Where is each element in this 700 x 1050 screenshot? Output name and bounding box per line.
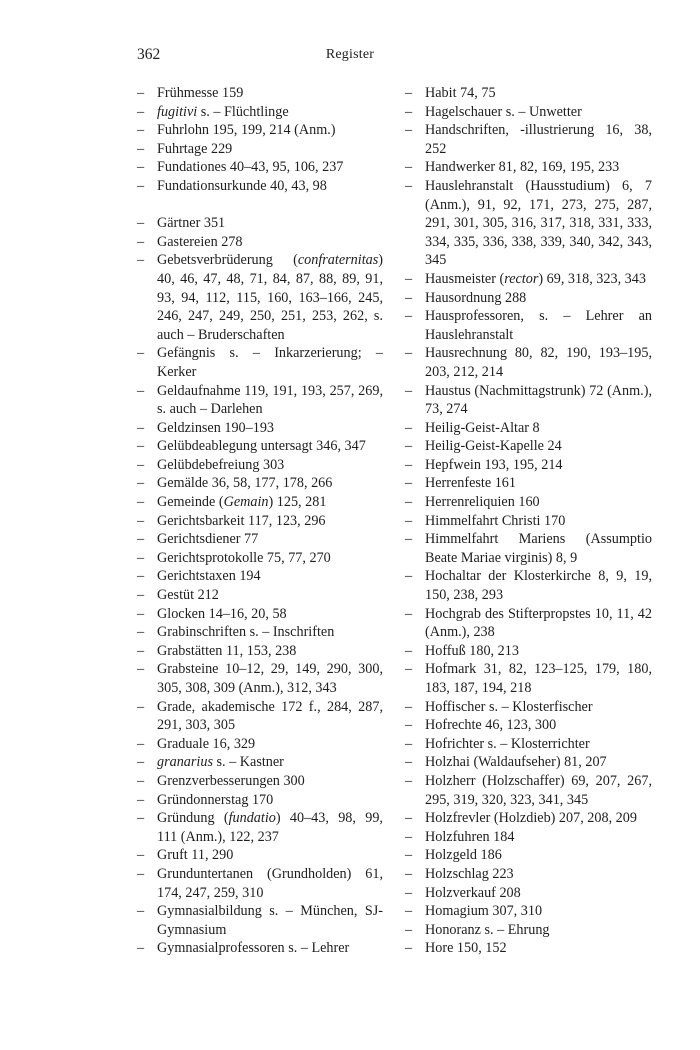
index-entry: – Frühmesse 159: [137, 84, 383, 103]
index-entry: – Honoranz s. – Ehrung: [405, 921, 652, 940]
index-entry: – Gelübdebefreiung 303: [137, 456, 383, 475]
index-entry: – Hagelschauer s. – Unwetter: [405, 103, 652, 122]
index-entry: – Hore 150, 152: [405, 939, 652, 958]
index-entry-text: Hausmeister (: [425, 270, 505, 287]
index-entry: – Hausrechnung 80, 82, 190, 193–195, 203, 212, 214: [405, 344, 652, 381]
index-entry-latin-term: granarius: [157, 754, 213, 771]
index-entry: – Hausprofessoren, s. – Lehrer an Hauslehranstalt: [405, 307, 652, 344]
index-entry: – Gelübdeablegung untersagt 346, 347: [137, 437, 383, 456]
index-entry: [137, 493, 383, 512]
index-entry: [137, 251, 383, 344]
index-entry: – Grabstätten 11, 153, 238: [137, 642, 383, 661]
index-entry: – Gerichtsbarkeit 117, 123, 296: [137, 512, 383, 531]
index-entry: – Glocken 14–16, 20, 58: [137, 605, 383, 624]
index-entry: – Hofmark 31, 82, 123–125, 179, 180, 183, 187, 194, 218: [405, 660, 652, 697]
index-entry: – Holzfuhren 184: [405, 828, 652, 847]
index-entry: – Holzfrevler (Holzdieb) 207, 208, 209: [405, 809, 652, 828]
index-entry-latin-term: rector: [504, 270, 539, 287]
index-entry: [137, 103, 383, 122]
index-entry: – Hochaltar der Klosterkirche 8, 9, 19, 150, 238, 293: [405, 567, 652, 604]
index-entry-text: ) 69, 318, 323, 343: [538, 270, 646, 287]
index-entry: [137, 809, 383, 846]
index-entry: – Gymnasialbildung s. – München, SJ-Gymnasium: [137, 902, 383, 939]
index-entry: – Himmelfahrt Christi 170: [405, 512, 652, 531]
index-entry: – Haustus (Nachmittagstrunk) 72 (Anm.), 73, 274: [405, 382, 652, 419]
index-entry: – Gymnasialprofessoren s. – Lehrer: [137, 939, 383, 958]
index-entry: – Homagium 307, 310: [405, 902, 652, 921]
running-head: Register: [325, 47, 375, 62]
index-entry: – Hepfwein 193, 195, 214: [405, 456, 652, 475]
index-entry: – Hauslehranstalt (Hausstudium) 6, 7 (Anm.), 91, 92, 171, 273, 275, 287, 291, 301, 305, 316, 317, 318, 331, 333, 334, 335, 336, 338, 339, 340, 342, 343, 345: [405, 177, 652, 270]
index-entry: – Hofrechte 46, 123, 300: [405, 716, 652, 735]
index-entry: – Fuhrlohn 195, 199, 214 (Anm.): [137, 121, 383, 140]
index-entry: – Grunduntertanen (Grundholden) 61, 174, 247, 259, 310: [137, 865, 383, 902]
index-entry: – Geldzinsen 190–193: [137, 419, 383, 438]
index-entry: – Gastereien 278: [137, 233, 383, 252]
index-entry: – Hofrichter s. – Klosterrichter: [405, 735, 652, 754]
index-entry: – Gerichtsprotokolle 75, 77, 270: [137, 549, 383, 568]
index-entry-text: Gründung (: [157, 810, 229, 827]
index-entry: – Gestüt 212: [137, 586, 383, 605]
index-entry: – Holzhai (Waldaufseher) 81, 207: [405, 753, 652, 772]
index-entry-latin-term: Gemain: [223, 494, 269, 511]
index-entry: [405, 270, 652, 289]
index-entry: – Herrenfeste 161: [405, 474, 652, 493]
index-entry: – Holzverkauf 208: [405, 884, 652, 903]
index-entry: – Holzherr (Holzschaffer) 69, 207, 267, 295, 319, 320, 323, 341, 345: [405, 772, 652, 809]
index-entry-latin-term: fundatio: [228, 810, 276, 827]
index-entry: – Grabinschriften s. – Inschriften: [137, 623, 383, 642]
index-entry: – Habit 74, 75: [405, 84, 652, 103]
index-entry-latin-term: fugitivi: [157, 103, 198, 120]
page-number: 362: [137, 46, 161, 63]
index-column-right: [405, 84, 652, 958]
index-entry: – Himmelfahrt Mariens (Assumptio Beate Mariae virginis) 8, 9: [405, 530, 652, 567]
index-entry: – Gärtner 351: [137, 214, 383, 233]
index-entry-latin-term: confraternitas: [297, 252, 379, 269]
index-column-left: [137, 84, 383, 958]
index-entry: – Grenzverbesserungen 300: [137, 772, 383, 791]
index-entry: – Handwerker 81, 82, 169, 195, 233: [405, 158, 652, 177]
index-entry: – Herrenreliquien 160: [405, 493, 652, 512]
index-entry: – Geldaufnahme 119, 191, 193, 257, 269, s. auch – Darlehen: [137, 382, 383, 419]
index-entry: – Heilig-Geist-Altar 8: [405, 419, 652, 438]
index-entry: – Hoffuß 180, 213: [405, 642, 652, 661]
index-entry: – Grabsteine 10–12, 29, 149, 290, 300, 305, 308, 309 (Anm.), 312, 343: [137, 660, 383, 697]
index-entry: – Fundationes 40–43, 95, 106, 237: [137, 158, 383, 177]
index-entry: – Gemälde 36, 58, 177, 178, 266: [137, 474, 383, 493]
index-entry-text: s. – Flüchtlinge: [197, 103, 289, 120]
index-entry: – Fundationsurkunde 40, 43, 98: [137, 177, 383, 196]
index-entry: – Heilig-Geist-Kapelle 24: [405, 437, 652, 456]
index-entry: – Grade, akademische 172 f., 284, 287, 291, 303, 305: [137, 698, 383, 735]
index-entry: – Gründonnerstag 170: [137, 791, 383, 810]
index-entry: – Holzgeld 186: [405, 846, 652, 865]
index-entry: – Handschriften, -illustrierung 16, 38, 252: [405, 121, 652, 158]
index-entry-text: ) 125, 281: [268, 494, 327, 511]
index-entry-text: Gebetsverbrüderung (: [157, 252, 298, 269]
index-entry: – Hoffischer s. – Klosterfischer: [405, 698, 652, 717]
index-entry-text: ) 40–43, 98, 99, 111 (Anm.), 122, 237: [157, 810, 383, 845]
index-entry: – Graduale 16, 329: [137, 735, 383, 754]
index-entry-text: Gemeinde (: [157, 494, 224, 511]
index-entry: – Hausordnung 288: [405, 289, 652, 308]
index-entry-text: ) 40, 46, 47, 48, 71, 84, 87, 88, 89, 91, 93, 94, 112, 115, 160, 163–166, 245, 246, 247, 249, 250, 251, 253, 262, s. auch – Bruderschaften: [157, 252, 383, 343]
index-entry: – Holzschlag 223: [405, 865, 652, 884]
index-entry: – Gerichtstaxen 194: [137, 567, 383, 586]
index-entry: [137, 753, 383, 772]
index-entry: – Gefängnis s. – Inkarzerierung; – Kerker: [137, 344, 383, 381]
index-entry: – Gruft 11, 290: [137, 846, 383, 865]
index-entry: – Fuhrtage 229: [137, 140, 383, 159]
index-entry-text: s. – Kastner: [212, 754, 284, 771]
index-entry: – Gerichtsdiener 77: [137, 530, 383, 549]
index-entry: – Hochgrab des Stifterpropstes 10, 11, 42 (Anm.), 238: [405, 605, 652, 642]
